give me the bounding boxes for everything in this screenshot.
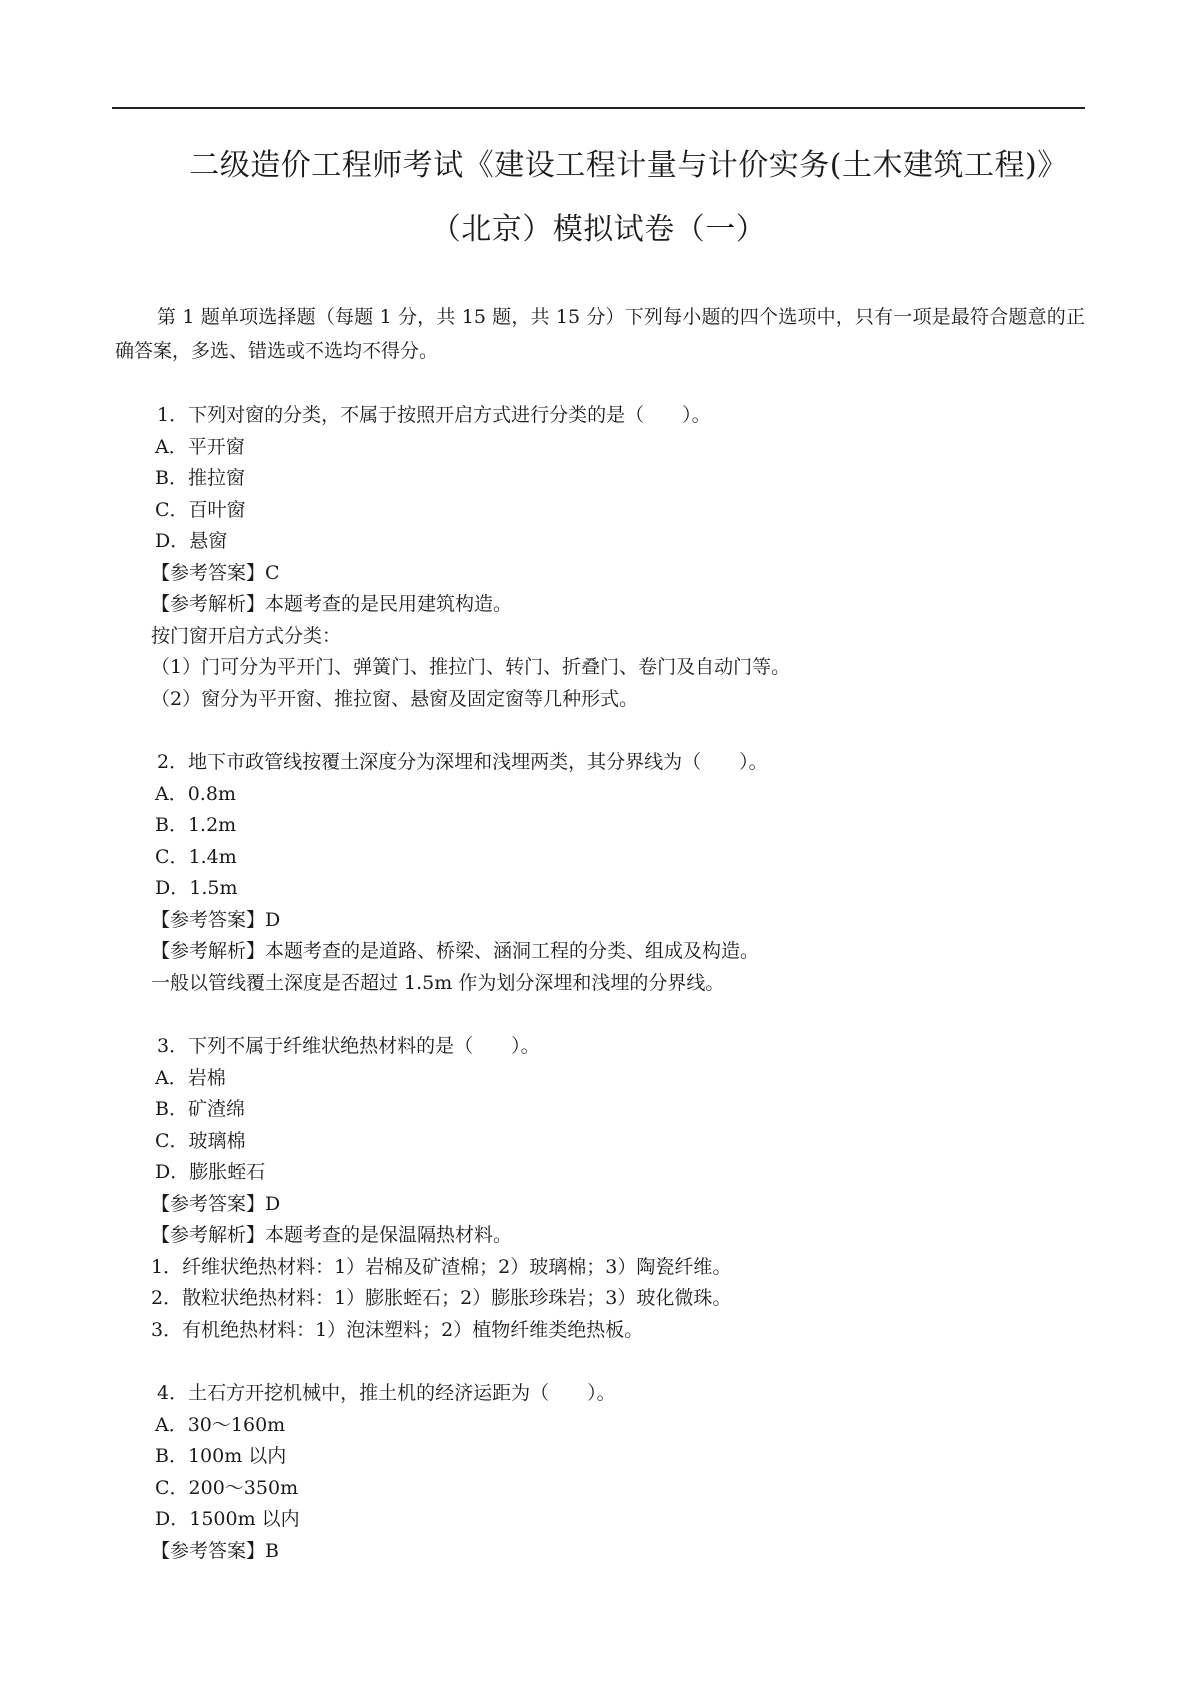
- header-rule: [112, 107, 1085, 109]
- option-a: A．岩棉: [155, 1066, 226, 1089]
- document-title-line-2: （北京）模拟试卷（一）: [430, 212, 767, 247]
- exam-content: [115, 300, 1085, 1567]
- option-b: B．矿渣绵: [155, 1098, 245, 1120]
- option-b: B．100m 以内: [155, 1445, 287, 1467]
- option-d: D．膨胀蛭石: [155, 1161, 266, 1183]
- option-c: C．200～350m: [155, 1476, 299, 1499]
- section-instructions: 第 1 题单项选择题（每题 1 分，共 15 题，共 15 分）下列每小题的四个选项中，只有一项是最符合题意的正确答案，多选、错选或不选均不得分。: [115, 306, 1085, 362]
- analysis-line: 按门窗开启方式分类：: [151, 624, 342, 647]
- analysis-line: 【参考解析】本题考查的是道路、桥梁、涵洞工程的分类、组成及构造。: [151, 940, 760, 962]
- option-a: A．0.8m: [155, 782, 236, 805]
- analysis-line: 2．散粒状绝热材料：1）膨胀蛭石；2）膨胀珍珠岩；3）玻化微珠。: [151, 1287, 732, 1309]
- question-stem: 3．下列不属于纤维状绝热材料的是（ ）。: [157, 1035, 540, 1057]
- option-a: A．平开窗: [155, 435, 245, 458]
- option-c: C．1.4m: [155, 845, 237, 868]
- question-3: [115, 1031, 1085, 1346]
- question-2: [115, 747, 1085, 999]
- option-d: D．1500m 以内: [155, 1508, 300, 1530]
- analysis-line: （2）窗分为平开窗、推拉窗、悬窗及固定窗等几种形式。: [151, 687, 639, 710]
- option-c: C．百叶窗: [155, 498, 246, 521]
- analysis-line: （1）门可分为平开门、弹簧门、推拉门、转门、折叠门、卷门及自动门等。: [151, 656, 791, 678]
- option-a: A．30～160m: [155, 1413, 286, 1436]
- question-stem: 1．下列对窗的分类，不属于按照开启方式进行分类的是（ ）。: [157, 404, 711, 426]
- option-b: B．1.2m: [155, 814, 237, 836]
- analysis-line: 一般以管线覆土深度是否超过 1.5m 作为划分深埋和浅埋的分界线。: [151, 971, 725, 994]
- question-stem: 4．土石方开挖机械中，推土机的经济运距为（ ）。: [157, 1382, 616, 1404]
- option-c: C．玻璃棉: [155, 1129, 246, 1152]
- question-4: [115, 1378, 1085, 1567]
- option-d: D．1.5m: [155, 877, 238, 899]
- reference-answer: 【参考答案】B: [151, 1539, 279, 1562]
- reference-answer: 【参考答案】D: [151, 1192, 281, 1215]
- option-d: D．悬窗: [155, 530, 228, 552]
- document-title-line-1: 二级造价工程师考试《建设工程计量与计价实务(土木建筑工程)》: [189, 148, 1068, 183]
- question-1: [115, 400, 1085, 715]
- analysis-line: 1．纤维状绝热材料：1）岩棉及矿渣棉；2）玻璃棉；3）陶瓷纤维。: [151, 1255, 732, 1278]
- analysis-line: 3．有机绝热材料：1）泡沫塑料；2）植物纤维类绝热板。: [151, 1318, 644, 1341]
- analysis-line: 【参考解析】本题考查的是保温隔热材料。: [151, 1224, 513, 1246]
- question-stem: 2．地下市政管线按覆土深度分为深埋和浅埋两类，其分界线为（ ）。: [157, 751, 768, 773]
- option-b: B．推拉窗: [155, 467, 245, 489]
- reference-answer: 【参考答案】C: [151, 561, 280, 584]
- reference-answer: 【参考答案】D: [151, 908, 281, 931]
- analysis-line: 【参考解析】本题考查的是民用建筑构造。: [151, 593, 513, 615]
